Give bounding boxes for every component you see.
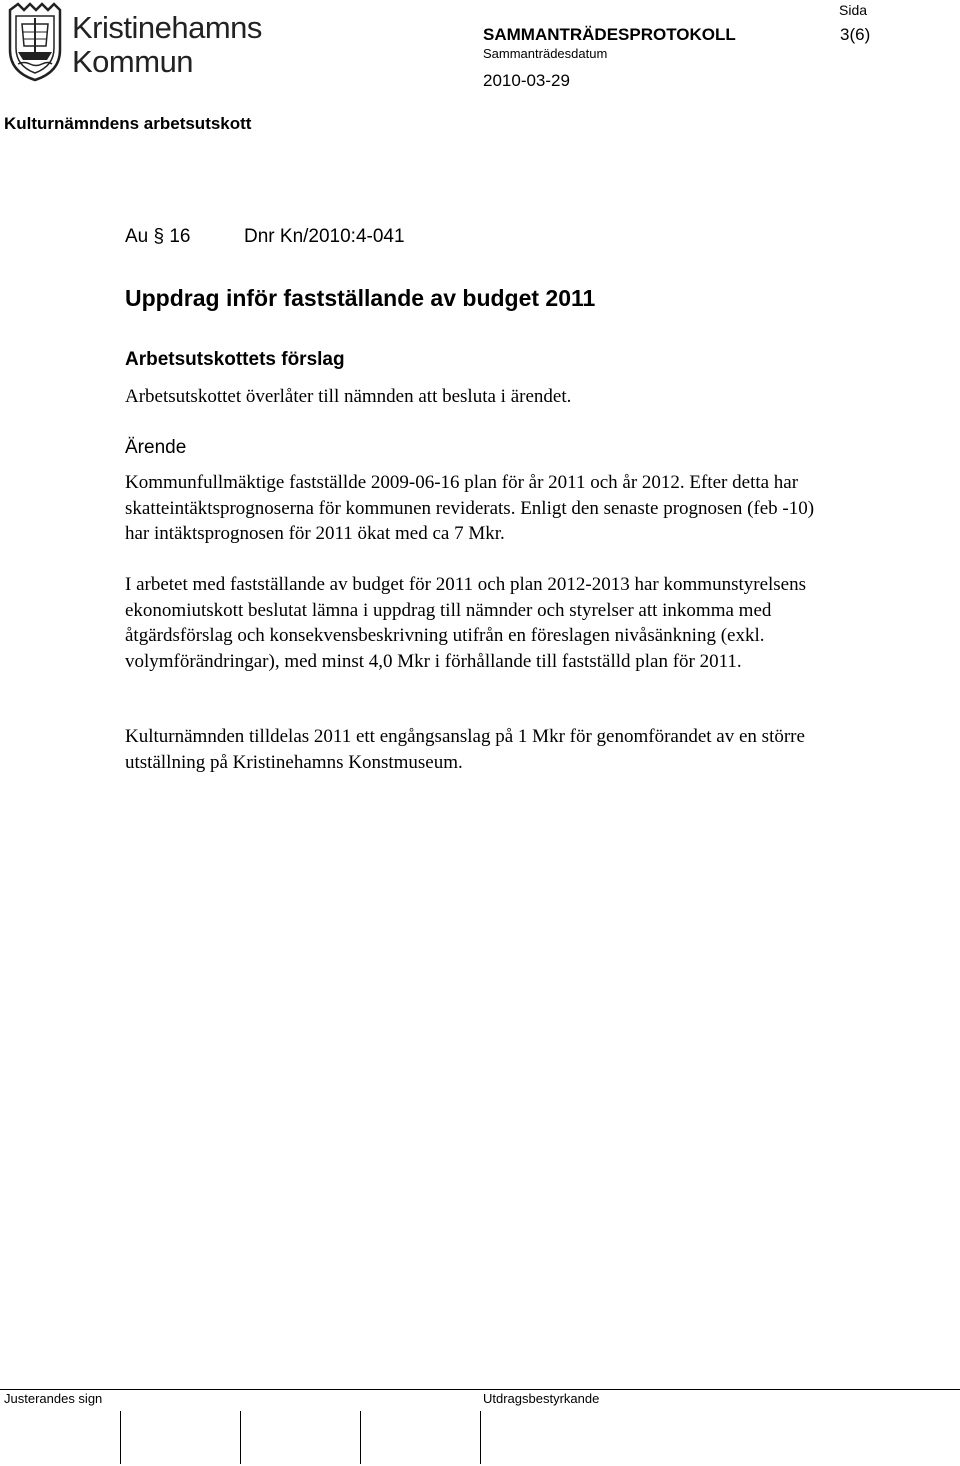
case-dnr: Dnr Kn/2010:4-041 — [244, 226, 405, 247]
matter-paragraph-3: Kulturnämnden tilldelas 2011 ett engångsanslag på 1 Mkr för genomförandet av en större utställning på Kristinehamns Konstmuseum. — [125, 726, 805, 773]
signature-label: Justerandes sign — [4, 1391, 103, 1406]
case-title: Uppdrag inför fastställande av budget 2011 — [125, 285, 596, 311]
certification-box-divider — [480, 1411, 481, 1464]
logo-wordmark-line2: Kommun — [72, 44, 194, 79]
protocol-title: SAMMANTRÄDESPROTOKOLL — [483, 25, 736, 44]
meeting-date-label: Sammanträdesdatum — [483, 46, 608, 61]
proposal-text: Arbetsutskottet överlåter till nämnden att besluta i ärendet. — [125, 386, 572, 407]
meeting-date: 2010-03-29 — [483, 71, 570, 90]
matter-paragraph-2: I arbetet med fastställande av budget för 2011 och plan 2012-2013 har kommunstyrelsens ekonomiutskott beslutat lämna i uppdrag till nämnder och styrelser att inkomma med åtgärdsförslag och konsekvensbeskrivning utifrån en föreslagen nivåsänkning (exkl. volymförändringar), med minst 4,0 Mkr i förhållande till fastställd plan för 2011. — [125, 574, 807, 672]
certification-label: Utdragsbestyrkande — [483, 1391, 600, 1406]
footer-divider — [0, 1389, 960, 1390]
municipality-logo — [4, 2, 262, 84]
signature-box-divider — [360, 1411, 361, 1464]
page-number: 3(6) — [840, 25, 871, 44]
page-label: Sida — [839, 2, 868, 18]
committee-name: Kulturnämndens arbetsutskott — [4, 114, 252, 133]
signature-box-divider — [120, 1411, 121, 1464]
ship-crest-icon — [4, 2, 66, 82]
proposal-heading: Arbetsutskottets förslag — [125, 349, 345, 370]
logo-wordmark-line1: Kristinehamns — [72, 10, 262, 45]
matter-paragraph-1: Kommunfullmäktige fastställde 2009-06-16 plan för år 2011 och år 2012. Efter detta har skatteintäktsprognoserna för kommunen reviderats. Enligt den senaste prognosen (feb -10) har intäktsprognosen för 2011 ökat med ca 7 Mkr. — [125, 472, 815, 544]
case-number: Au § 16 — [125, 226, 191, 247]
signature-box-divider — [240, 1411, 241, 1464]
matter-heading: Ärende — [125, 437, 187, 458]
